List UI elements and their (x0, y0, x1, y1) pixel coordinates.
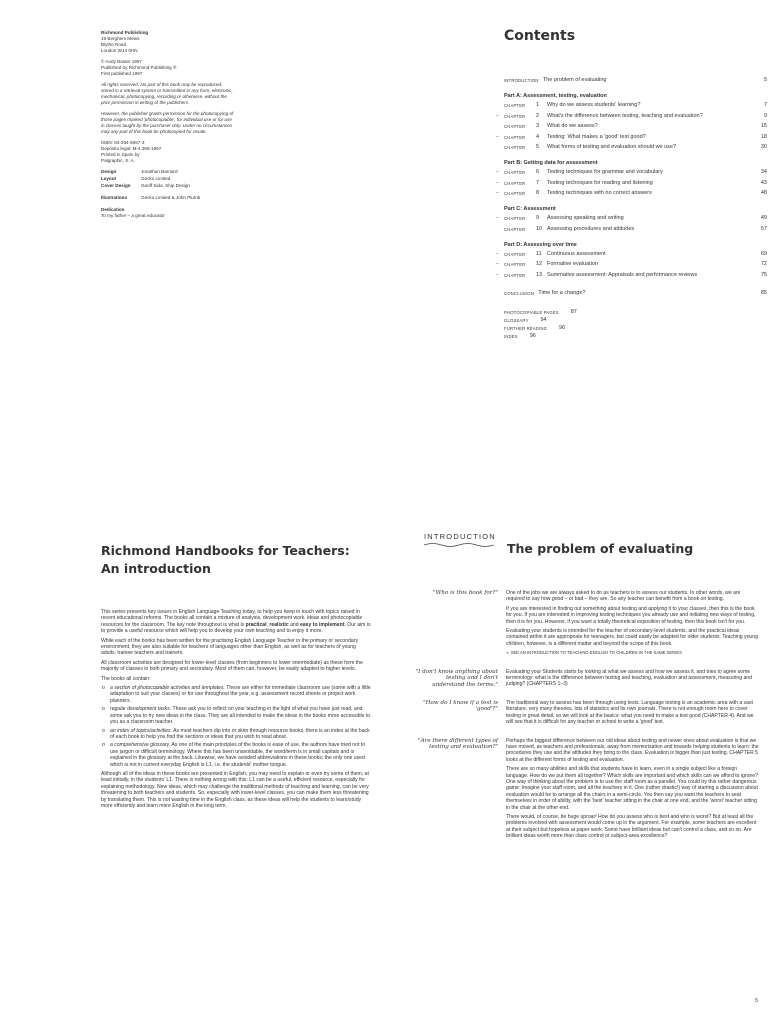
toc-page: 75 (760, 271, 767, 278)
contents-title: Contents (504, 28, 576, 44)
address-line: London W14 0HN (101, 48, 138, 53)
toc-page: 43 (760, 179, 767, 186)
dedication-block (101, 207, 236, 219)
series-body (101, 609, 371, 812)
see-arrow-icon: ➪ (506, 650, 511, 656)
toc-chapter-number: 12 (536, 261, 543, 267)
isbn-line: ISBN: 84-294-5067-3 (101, 140, 145, 145)
toc-chapter-number: 11 (536, 250, 542, 257)
credit-key: Illustrations (101, 195, 128, 200)
paragraph: All classroom activities are designed for lower-level classes (from beginners to lower intermediate) as these form the majority of classes in both primary and secondary. Most of them can, however, be easily adapted to higher levels. (101, 659, 363, 673)
toc-chapter (496, 179, 767, 187)
margin-tick: – (496, 190, 499, 196)
credit-key: Layout (101, 176, 117, 181)
toc-page: 69 (760, 250, 767, 257)
toc-label: CHAPTER (504, 145, 526, 150)
toc-intro (504, 77, 767, 84)
margin-question: "I don't know anything about testing and I don't understand the terms." (415, 668, 498, 688)
toc-page: 87 (570, 308, 577, 315)
dedication-text: To my father – a great educator (101, 213, 165, 218)
toc-chapter-number: 6 (536, 169, 540, 175)
toc-chapter-number: 9 (536, 215, 540, 221)
copyright-block (101, 59, 236, 77)
series-title-line: An introduction (101, 561, 211, 576)
toc-label: CHAPTER (504, 272, 526, 278)
text-run: This series presents key issues in English Language Teaching today, to help you keep in touch with topics raised in recent educational reforms. The books all contain a mixture of analysis, development work, ideas and photocopiable resources for the classroom. The key note throughout is what is (101, 609, 363, 628)
toc-chapter (496, 169, 767, 176)
toc-title: Testing techniques for grammar and vocabulary (547, 169, 663, 175)
paragraph: Although all of the ideas in these books are presented in English, you may need to explain or even try some of them, at least initially, in the students' L1. There is nothing wrong with this: L1 can be a useful, efficient resource, especially for explaining methodology. New ideas, which may challenge the traditional methods of teaching and learning, can be very threatening to both teachers and students. So, especially with lower-level classes, you can make them less threatening by translating them. This is not wasting time in the English class, as these ideas will help the students to learn/study more efficiently and learn more English in the long term. (101, 770, 369, 809)
toc-chapter-number: 4 (536, 133, 540, 140)
toc-chapter-number: 8 (536, 190, 540, 196)
toc-title: Assessing speaking and writing (547, 215, 624, 221)
paragraph: The traditional way to assess has been through using tests. Language testing is an academic area with a vast literature, very many theories, lots of statistics and its own journals. There is not enough room here to cover testing in great detail, so we will look at the basics: what you need to make a test good (CHAPTER 4). And we will see that it is difficult for any teacher or school to write a 'good' test. (506, 699, 754, 726)
isbn-block (101, 140, 236, 164)
item-lead: regular development tasks. (110, 706, 172, 713)
paragraph: There are so many abilities and skills that students have to learn, even in a single subject like a foreign language. How do we put them all together? Which skills are important and which skills can we afford to ignore? One way of thinking about the problem is to use the staff room as a parallel. You could try this rather dangerous game: Imagine your staff room, and all the teachers in it. One (rather drastic!) way of starting a discussion about evaluation would be to arrange all the chairs in a semi-circle. You then say you want the teachers to seat themselves in order of ability, with the 'best' teacher sitting in the chair at one end, and the 'worst' teacher sitting in the chair at the other end. (506, 766, 758, 811)
toc-chapter-number: 2 (536, 112, 540, 119)
intro-section (414, 669, 760, 691)
imprint (101, 30, 236, 224)
section-body (506, 669, 760, 691)
isbn-line: Depósito legal: M-4.358-1997 (101, 146, 162, 151)
toc-chapter (504, 144, 767, 151)
toc-part-title: Part A: Assessment, testing, evaluation (504, 93, 607, 99)
margin-tick: – (496, 250, 499, 257)
toc-page: 96 (529, 332, 536, 339)
toc-chapter-number: 10 (536, 225, 543, 232)
series-title-line: Richmond Handbooks for Teachers: (101, 543, 350, 558)
bold-run: realistic (269, 621, 289, 628)
toc-chapter-number: 13 (536, 271, 543, 278)
toc-parts (496, 93, 767, 279)
item-lead: a section of photocopiable activities and templates. (110, 685, 225, 692)
toc-page: 85 (760, 290, 767, 296)
toc-page: 49 (760, 215, 767, 221)
credit-value: Gecko Limited (141, 176, 171, 181)
toc-back-item (504, 317, 767, 324)
toc-label: CHAPTER (504, 226, 526, 232)
toc-chapter (496, 250, 767, 258)
isbn-line: Palgraphic, S. A. (101, 158, 135, 163)
toc-chapter (504, 102, 767, 109)
page-number: 5 (755, 998, 758, 1004)
margin-question: "Who is this book for?" (433, 590, 498, 596)
toc-label: CHAPTER (504, 191, 526, 196)
dedication-key: Dedication (101, 207, 125, 212)
list-item (110, 685, 371, 704)
paragraph: If you are interested in finding out something about testing and applying it to your classes, then this is the book for you. If you are interested in improving testing techniques you already use and initiating new ways of testing, then it is for you. However, if you want a totally theoretical exposition of testing, then this book isn't for you. (506, 605, 756, 625)
item-lead: an index of topics/activities. (110, 727, 173, 734)
toc-chapter-number: 3 (536, 123, 540, 129)
toc-chapter (504, 226, 767, 233)
toc-page: 7 (763, 102, 767, 108)
toc-label: CHAPTER (504, 251, 526, 257)
margin-question: "Are there different types of testing and evaluation?" (418, 737, 498, 751)
paragraph: While each of the books has been written for the practising English Language Teacher in the primary or secondary environment, they are also suitable for teachers of languages other than English, as well as for teachers of young adults, trainee teachers and trainers. (101, 637, 359, 657)
series-title (101, 542, 350, 578)
address-line: 19 Berghem Mews (101, 36, 140, 41)
toc-chapter (496, 133, 767, 141)
paragraph: Evaluating your Students starts by looking at what we assess and how we assess it, and tries to agree some terminology: what is the difference between testing and teaching, evaluation and assessment, measuring and judging? (CHAPTERS 1–3) (506, 668, 752, 688)
toc-label: CHAPTER (504, 134, 526, 140)
toc-title: INDEX (504, 333, 518, 339)
toc-title: GLOSSARY (504, 317, 529, 323)
intro-section (414, 590, 760, 660)
toc-back-matter (504, 309, 767, 340)
copyright-line: First published 1997 (101, 71, 143, 76)
imprint-page (0, 0, 384, 512)
intro-section (414, 738, 760, 843)
section-label: INTRODUCTION (424, 532, 496, 541)
introduction-page (384, 512, 768, 1024)
toc-conclusion (504, 290, 767, 297)
toc-title: What forms of testing and evaluation should we use? (547, 144, 677, 150)
section-body (506, 700, 760, 729)
credit-value: Geoff Sida, Ship Design (141, 183, 190, 188)
toc-label: CHAPTER (504, 103, 526, 108)
toc-title: Summative assessment: Appraisals and performance reviews (547, 271, 698, 278)
text-run: , (266, 621, 270, 628)
illustrations-row (101, 195, 236, 201)
toc-page: 5 (763, 77, 767, 83)
toc-title: The problem of evaluating (542, 77, 607, 83)
contents-list (101, 685, 371, 768)
item-text: As one of the main principles of the books is ease of use, the authors have tried not to use jargon or difficult terminology. Where this has been unavoidable, the word/term is in small capitals and is explained in the glossary at the back. Likewise, we have avoided abbreviations in these books; the only one used which is not in current everyday English is L1, i.e. the students' mother tongue. (110, 742, 366, 768)
toc-back-item (504, 325, 767, 332)
credit-key: Cover Design (101, 183, 131, 188)
toc-title: Formative evaluation (547, 261, 599, 267)
item-text: These ask you to reflect on your teaching in the light of what you have just read, and some ask you to try new ideas in the class. They are all intended to make the ideas in the books more accessible to you as a classroom teacher. (110, 706, 371, 726)
toc-page: 30 (760, 144, 767, 150)
toc-title: Why do we assess students' learning? (547, 102, 641, 108)
toc-chapter (496, 271, 767, 279)
address-line: Blythe Road (101, 42, 127, 47)
toc-title: Testing techniques for reading and listening (547, 179, 653, 186)
credits (101, 169, 236, 201)
list-item (110, 728, 371, 741)
toc-title: What's the difference between testing, teaching and evaluation? (547, 112, 703, 119)
toc-title: Time for a change? (538, 290, 586, 296)
table-of-contents (496, 77, 767, 341)
toc-chapter (496, 112, 767, 120)
toc-label: CHAPTER (504, 124, 526, 129)
see-also (506, 650, 760, 656)
toc-page: 94 (540, 316, 547, 323)
copyright-line: Published by Richmond Publishing ® (101, 65, 177, 70)
toc-title: Testing techniques with no correct answers (547, 190, 652, 196)
credit-value: Gecko Limited & John Plumb (141, 195, 201, 200)
paragraph: Evaluating your students is intended for the teacher of secondary-level students, and the practical ideas contained within it are appropriate for teenagers, but could easily be adapted for older students. Teaching young children, however, is a different matter and beyond the scope of this book. (506, 628, 758, 647)
intro-section (414, 700, 760, 729)
item-text: As most teachers dip into or skim through resource books, there is an index at the back of each book to help you find the sections or ideas that you wish to read about. (110, 727, 370, 740)
section-body (506, 738, 760, 843)
credit-row (101, 183, 236, 189)
credit-row (101, 176, 236, 182)
toc-page: 9 (763, 112, 767, 119)
toc-label: CONCLUSION: (504, 291, 536, 296)
toc-page: 72 (760, 261, 767, 267)
credit-value: Jonathan Barnard (141, 169, 178, 174)
toc-part-title: Part D: Assessing over time (504, 241, 577, 248)
toc-page: 48 (760, 190, 767, 196)
list-item (110, 706, 371, 725)
toc-chapter (496, 261, 767, 268)
margin-tick: – (496, 215, 499, 221)
margin-tick: – (496, 133, 499, 140)
toc-chapter-number: 1 (536, 102, 540, 108)
publisher-address (101, 30, 236, 54)
paragraph: One of the jobs we are always asked to do as teachers is to assess our students. In other words, we are required to say how good – or bad – they are. So any teacher can benefit from a book on testing. (506, 590, 741, 603)
margin-tick: – (496, 179, 499, 186)
toc-title: Continuous assessment (547, 250, 606, 257)
toc-title: Assessing procedures and attitudes (547, 225, 635, 232)
toc-title: Testing: What makes a 'good' test good? (547, 133, 646, 140)
item-text: These are either for immediate classroom use (some with a little adaptation to suit your classes) or for use throughout the year, e.g. assessment record sheets or project work planners. (110, 685, 371, 704)
toc-back-item (504, 333, 767, 340)
item-lead: a comprehensive glossary. (110, 742, 171, 749)
paragraph: Perhaps the biggest difference between our old ideas about testing and newer ones about evaluation is that we have moved, as teachers and professionals, away from memorisation and towards helping students to learn: the procedures they use and the attitudes they bring to the class. Evaluation is bigger than just testing. CHAPTER 5 looks at the different forms of testing and evaluation. (506, 737, 759, 763)
paragraph (101, 609, 371, 635)
toc-chapter (496, 190, 767, 197)
toc-title: What do we assess? (547, 123, 598, 129)
toc-page: 18 (760, 133, 767, 140)
toc-chapter-number: 5 (536, 144, 540, 150)
intro-sections (414, 590, 760, 852)
chapter-title: The problem of evaluating (507, 541, 694, 556)
isbn-line: Printed in Spain by (101, 152, 140, 157)
toc-page: 57 (760, 225, 767, 232)
toc-back-item (504, 309, 767, 316)
toc-page: 15 (760, 123, 767, 129)
see-text: SEE AN INTRODUCTION TO TEACHING ENGLISH TO CHILDREN IN THE SAME SERIES (510, 650, 682, 656)
rights-notice: All rights reserved. No part of this book may be reproduced, stored in a retrieval system or transmitted in any form, electronic, mechanical, photocopying, recording or otherwise, without the prior permission in writing of the publishers. (101, 82, 233, 105)
toc-page: 96 (559, 324, 566, 331)
toc-label: INTRODUCTION: (504, 78, 540, 83)
contents-page (384, 0, 768, 512)
list-item (110, 742, 371, 768)
toc-label: CHAPTER (504, 216, 526, 221)
toc-chapter (504, 123, 767, 130)
paragraph: There would, of course, be huge uproar! How do you assess who is best and who is worst? But at least all the problems involved with assessment would come up in the argument. For example, some teachers are excellent at their subject but hopeless at paper work. Some have brilliant ideas but can't control a class, and so on. Are brilliant ideas worth more than class control or subject-area excellence? (506, 813, 757, 840)
margin-question: "How do I know if a test is 'good'?" (423, 699, 498, 713)
photocopy-notice: However, the publisher grants permission for the photocopying of those pages marked 'photocopiable', for individual use or for use in classes taught by the purchaser only. Under no circumstances may any part of this book be photocopied for resale. (101, 111, 234, 134)
toc-label: CHAPTER (504, 180, 526, 186)
toc-label: CHAPTER (504, 262, 526, 267)
toc-label: CHAPTER (504, 170, 526, 175)
margin-tick: – (496, 112, 499, 119)
toc-title: PHOTOCOPIABLE PAGES (504, 309, 559, 315)
publisher-name: Richmond Publishing (101, 30, 149, 35)
credit-key: Design (101, 169, 117, 174)
margin-tick: – (496, 271, 499, 278)
copyright-line: © Andy Baxter 1997 (101, 59, 142, 64)
margin-tick: – (496, 169, 499, 175)
bold-run: practical (245, 621, 267, 628)
text-run: and (288, 621, 300, 628)
text-run: . Our aim is to provide a useful resource which will help you to develop your own teaching and to enjoy it more. (101, 621, 371, 635)
toc-title: FURTHER READING (504, 325, 548, 331)
wave-ornament-icon (424, 542, 494, 548)
toc-part-title: Part C: Assessment (504, 206, 556, 212)
toc-part-title: Part B: Getting data for assessment (504, 160, 598, 166)
toc-label: CHAPTER (504, 113, 526, 119)
toc-page: 34 (760, 169, 767, 175)
margin-tick: – (496, 261, 499, 267)
toc-chapter-number: 7 (536, 179, 540, 186)
credit-row (101, 169, 236, 175)
series-introduction-page (0, 512, 384, 1024)
paragraph: The books all contain: (101, 675, 151, 682)
section-body (506, 590, 760, 660)
bold-run: easy to implement (300, 621, 345, 628)
toc-chapter (496, 215, 767, 222)
